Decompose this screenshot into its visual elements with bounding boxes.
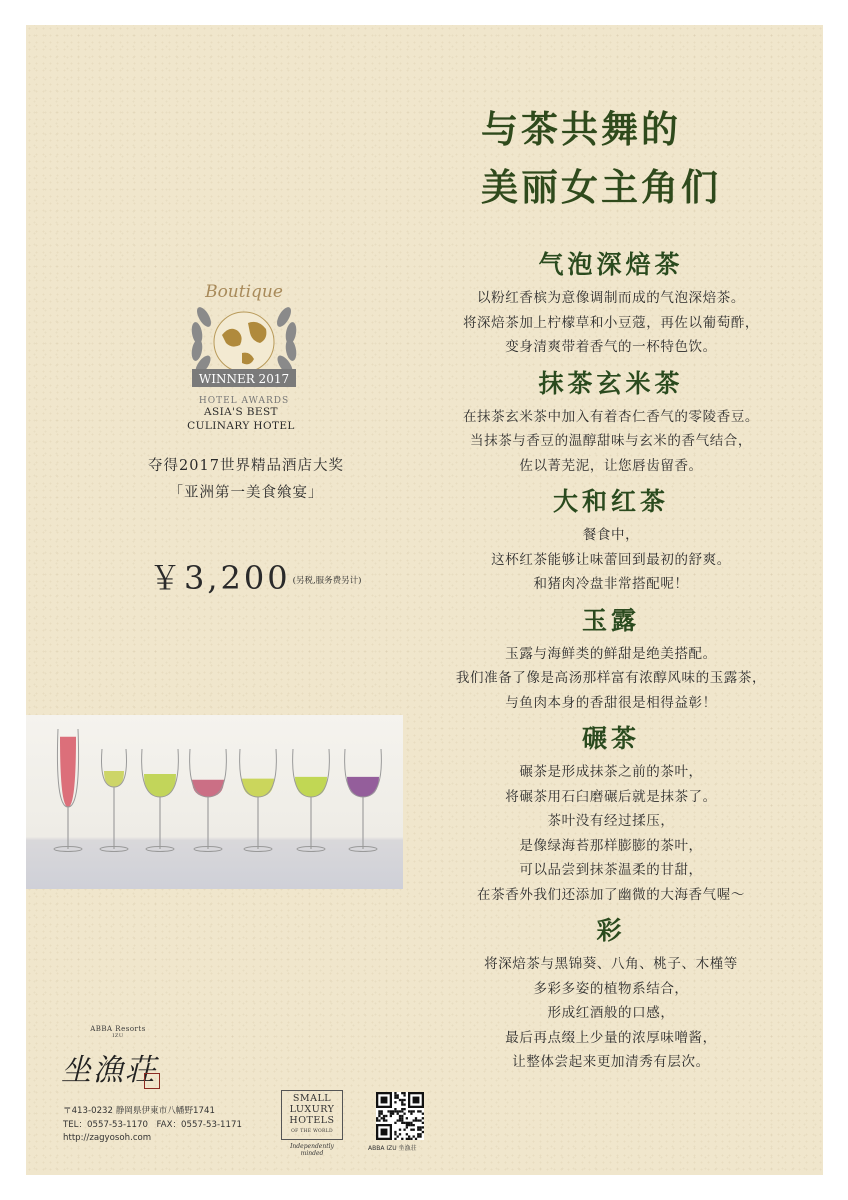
section-text-line: 和猪肉冷盘非常搭配呢！ [533,576,689,592]
small-luxury-hotels-logo: SMALL LUXURY HOTELS OF THE WORLD Independently minded [281,1090,343,1157]
award-text-line1: 夺得2017世界精品酒店大奖 [148,458,344,474]
svg-text:WINNER 2017: WINNER 2017 [198,372,290,386]
tea-glasses-photo [26,715,403,889]
qr-code-icon[interactable] [376,1092,424,1140]
section-heading: 抹茶玄米茶 [538,368,684,398]
glasses-illustration [26,715,403,889]
section-text-line: 多彩多姿的植物系结合， [533,980,689,997]
tea-section [431,603,791,716]
tea-section [431,913,791,1075]
brand-logo: 坐漁荘 [61,1053,157,1088]
award-badge [164,257,324,417]
section-text-line: 可以品尝到抹茶温柔的甘甜， [519,862,703,878]
section-text-line: 将深焙茶加上柠檬草和小豆蔻，再佐以葡萄酢， [462,314,760,331]
tea-section [431,366,791,479]
section-text-line: 将碾茶用石臼磨碾后就是抹茶了。 [505,788,717,805]
section-text-line: 这杯红茶能够让味蕾回到最初的舒爽。 [491,551,731,568]
glass [345,749,382,852]
section-text-line: 变身清爽带着香气的一杯特色饮。 [505,339,717,355]
tea-section [431,721,791,907]
title-line-1: 与茶共舞的 [481,107,681,151]
section-heading: 玉露 [581,605,640,635]
award-text-line2: 「亚洲第一美食飨宴」 [168,485,324,501]
glass [54,729,82,852]
glass [293,749,330,852]
glass [142,749,179,852]
menu-title [481,100,781,216]
price-note: (另税,服务费另计) [292,576,362,586]
price [149,553,361,599]
award-description [116,453,376,507]
menu-sheet [26,25,823,1175]
section-text-line: 茶叶没有经过揉压， [547,813,675,829]
tea-sections [431,247,791,1081]
section-text-line: 将深焙茶与黑锦葵、八角、桃子、木槿等 [484,956,738,972]
section-text-line: 佐以菁芜泥，让您唇齿留香。 [519,457,703,474]
section-heading: 彩 [596,916,626,945]
section-text-line: 我们准备了像是高汤那样富有浓醇风味的玉露茶， [455,670,767,686]
tea-section [431,247,791,360]
section-text-line: 餐食中， [582,527,640,543]
phone-fax-line: TEL：0557-53-1170 FAX：0557-53-1171 [63,1119,242,1130]
award-caption: ASIA'S BEST CULINARY HOTEL [187,406,295,432]
section-text-line: 以粉红香槟为意像调制而成的气泡深焙茶。 [477,290,745,306]
section-text-line: 当抹茶与香豆的温醇甜味与玄米的香气结合， [470,433,752,449]
section-text-line: 是像绿海苔那样膨膨的茶叶， [519,837,703,854]
svg-text:Boutique: Boutique [205,282,283,302]
tea-section [431,484,791,597]
address-block [63,1105,242,1146]
glass [190,749,227,852]
glass [100,749,128,852]
price-value: ￥3,200 [149,559,291,597]
website-link[interactable]: http://zagyosoh.com [63,1133,152,1143]
section-text-line: 碾茶是形成抹茶之前的茶叶， [519,764,703,780]
glass [240,749,277,852]
address-line: 〒413-0232 静岡県伊東市八幡野1741 [63,1106,215,1116]
qr-label: ABBA IZU 坐漁荘 [368,1145,417,1152]
section-text-line: 玉露与海鲜类的鲜甜是绝美搭配。 [505,645,717,662]
section-heading: 碾茶 [581,724,640,753]
section-text-line: 形成红酒般的口感， [547,1005,675,1021]
seal-stamp-icon [144,1073,160,1089]
section-text-line: 最后再点缀上少量的浓厚味噌酱， [505,1029,717,1046]
section-text-line: 在茶香外我们还添加了幽微的大海香气喔～ [477,886,745,903]
section-text-line: 在抹茶玄米茶中加入有着杏仁香气的零陵香豆。 [462,408,760,425]
section-text-line: 让整体尝起来更加清秀有层次。 [512,1054,710,1070]
section-heading: 气泡深焙茶 [538,250,684,279]
svg-text:HOTEL AWARDS: HOTEL AWARDS [198,396,290,406]
title-line-2: 美丽女主角们 [481,165,721,209]
section-text-line: 与鱼肉本身的香甜很是相得益彰！ [505,694,717,711]
brand-small-label: ABBA Resorts IZU [90,1025,146,1039]
section-heading: 大和红茶 [552,487,669,516]
